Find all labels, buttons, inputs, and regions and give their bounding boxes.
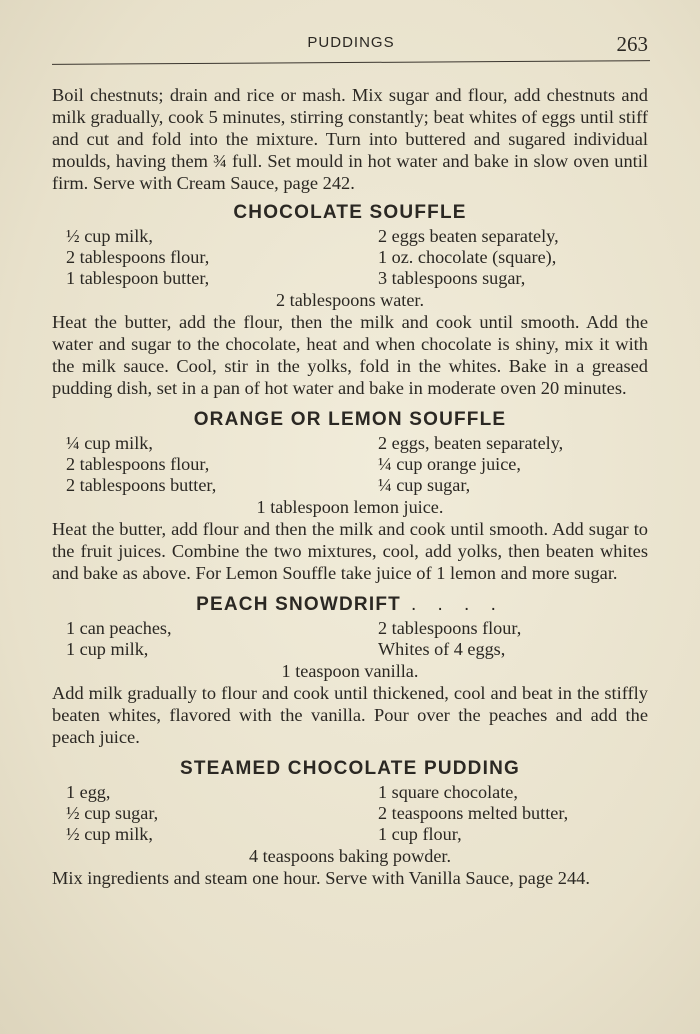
ingredient-list <box>52 226 648 289</box>
header-rule <box>52 60 650 65</box>
ingredient-item-centered: 4 teaspoons baking powder. <box>248 846 452 866</box>
intro-paragraph: Boil chestnuts; drain and rice or mash. Mix sugar and flour, add chestnuts and milk gradually, cook 5 minutes, stirring constantly; beat whites of eggs until stiff and cut and fold into the mixture. Turn into buttered and sugared individual moulds, having them ¾ full. Set mould in hot water and bake in slow oven until firm. Serve with Cream Sauce, page 242. <box>52 85 648 193</box>
running-title: PUDDINGS <box>307 34 395 51</box>
ingredient-item-centered: 1 tablespoon lemon juice. <box>256 497 444 517</box>
recipe-title <box>52 592 648 618</box>
page-content <box>52 84 648 889</box>
ingredient-item-centered: 2 tablespoons water. <box>276 290 424 310</box>
recipe-title: STEAMED CHOCOLATE PUDDING <box>180 758 520 779</box>
ingredient-item: 1 egg, <box>66 782 111 802</box>
recipe-chocolate-souffle <box>52 194 648 399</box>
ingredient-item: 1 tablespoon butter, <box>66 268 210 288</box>
ingredient-item: ½ cup milk, <box>66 226 153 246</box>
title-dots: . . . . <box>410 594 504 615</box>
ingredient-item: ½ cup sugar, <box>66 803 159 823</box>
ingredient-item: 2 tablespoons butter, <box>66 475 217 495</box>
recipe-steamed-chocolate-pudding <box>52 748 648 889</box>
ingredient-item: 1 cup flour, <box>378 824 462 844</box>
ingredient-item: 2 tablespoons flour, <box>378 618 522 638</box>
page-header <box>52 30 650 70</box>
ingredient-item-centered: 1 teaspoon vanilla. <box>281 661 419 681</box>
ingredient-item: 2 tablespoons flour, <box>66 247 210 267</box>
recipe-orange-lemon-souffle <box>52 399 648 584</box>
ingredient-item: 1 can peaches, <box>66 618 172 638</box>
ingredient-item: 1 cup milk, <box>66 639 149 659</box>
ingredient-list <box>52 618 648 660</box>
ingredient-item: 1 oz. chocolate (square), <box>378 247 557 267</box>
recipe-directions: Heat the butter, add flour and then the milk and cook until smooth. Add sugar to the fruit juices. Combine the two mixtures, cool, add yolks, then beaten whites and bake as above. For Lemon Souffle take juice of 1 lemon and more sugar. <box>52 519 648 583</box>
ingredient-item: 2 tablespoons flour, <box>66 454 210 474</box>
recipe-directions: Add milk gradually to flour and cook until thickened, cool and beat in the stiffly beaten whites, flavored with the vanilla. Pour over the peaches and add the peach juice. <box>52 683 648 747</box>
recipe-peach-snowdrift <box>52 584 648 748</box>
ingredient-item: ¼ cup orange juice, <box>378 454 521 474</box>
ingredient-item: 2 eggs beaten separately, <box>378 226 559 246</box>
ingredient-item: Whites of 4 eggs, <box>378 639 506 659</box>
recipe-title: ORANGE OR LEMON SOUFFLE <box>193 409 507 430</box>
ingredient-item: 2 eggs, beaten separately, <box>378 433 564 453</box>
page-number: 263 <box>616 32 648 56</box>
recipe-directions: Heat the butter, add the flour, then the milk and cook until smooth. Add the water and sugar to the chocolate, heat and when chocolate is shiny, mix it with the milk sauce. Cool, stir in the yolks, fold in the whites. Bake in a greased pudding dish, set in a pan of hot water and bake in moderate oven 20 minutes. <box>52 312 648 398</box>
recipe-title-text: PEACH SNOWDRIFT <box>196 594 401 615</box>
ingredient-item: 2 teaspoons melted butter, <box>378 803 569 823</box>
ingredient-item: 1 square chocolate, <box>378 782 518 802</box>
ingredient-item: ¼ cup milk, <box>66 433 153 453</box>
recipe-directions: Mix ingredients and steam one hour. Serve with Vanilla Sauce, page 244. <box>52 868 590 888</box>
recipe-title: CHOCOLATE SOUFFLE <box>233 202 467 223</box>
ingredient-item: ¼ cup sugar, <box>378 475 471 495</box>
ingredient-list <box>52 782 648 845</box>
ingredient-item: 3 tablespoons sugar, <box>378 268 526 288</box>
ingredient-list <box>52 433 648 496</box>
ingredient-item: ½ cup milk, <box>66 824 153 844</box>
